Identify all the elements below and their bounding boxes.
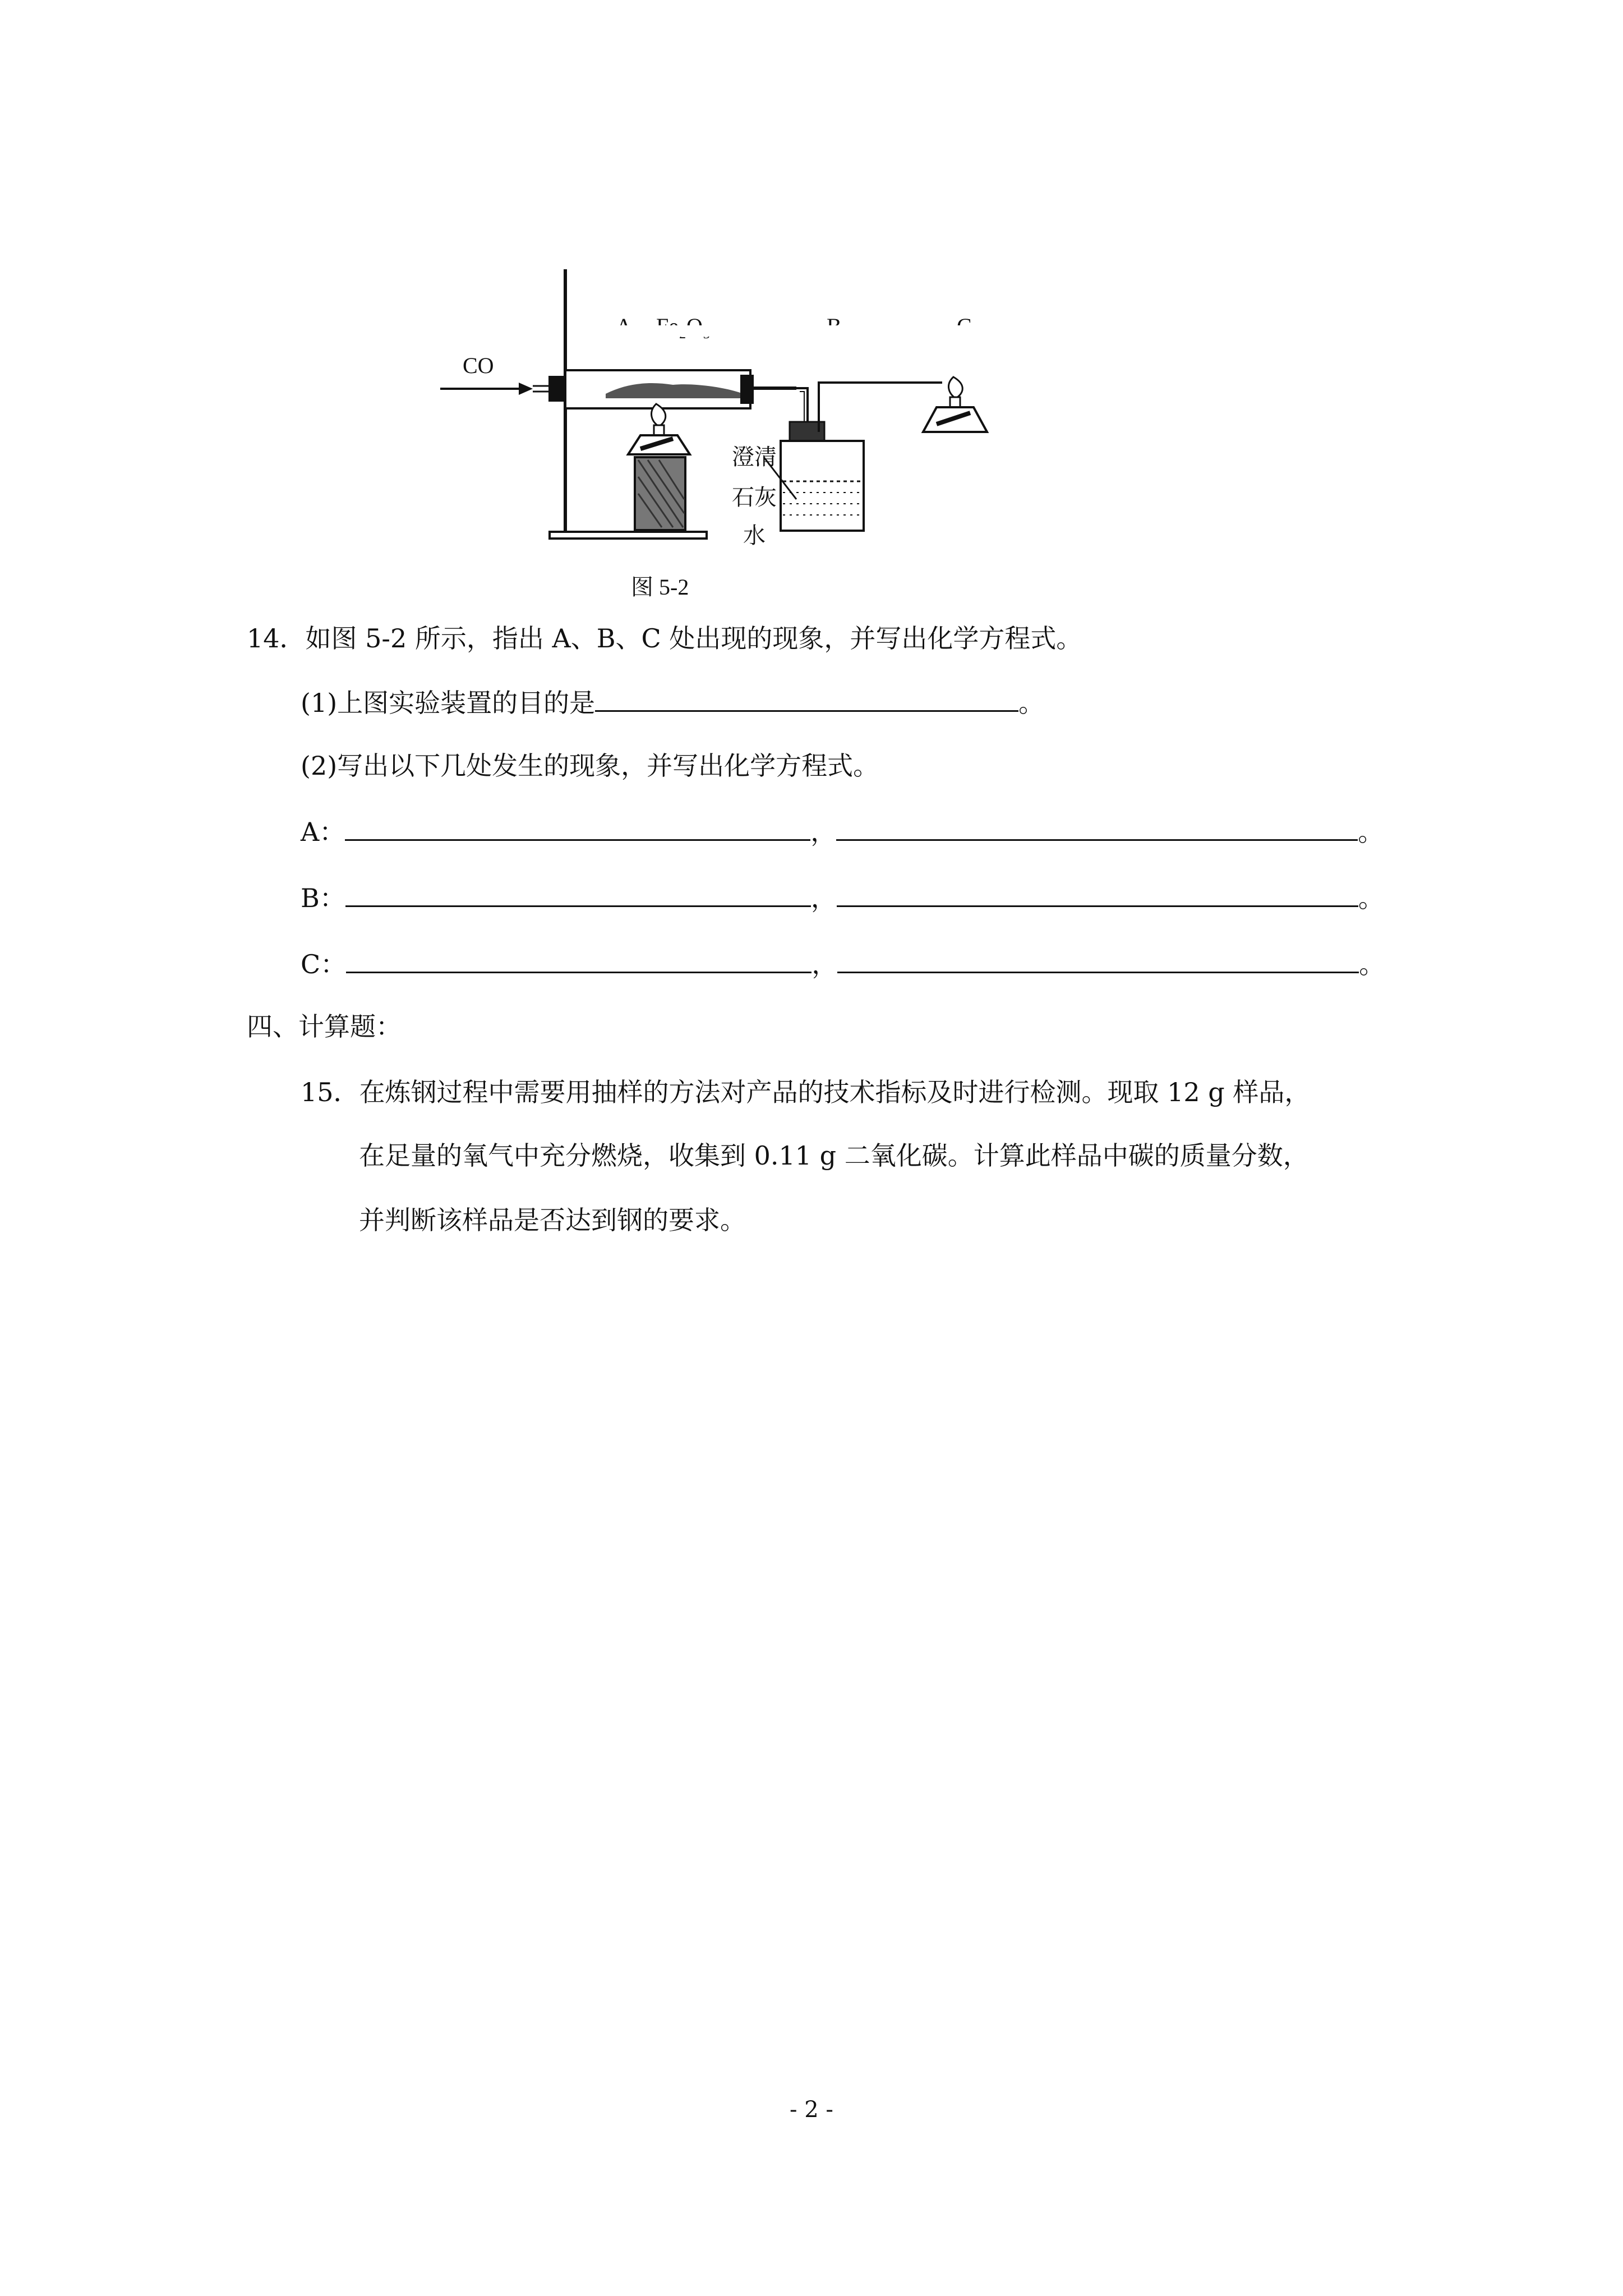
- figure-caption: 图 5-2: [631, 574, 689, 600]
- limewater-label-3: 水: [743, 523, 766, 548]
- row-sep: ，: [810, 883, 837, 913]
- row-sep: ，: [810, 817, 837, 847]
- section-4-title: 四、计算题：: [247, 1011, 402, 1042]
- q15-line-2: 在足量的氧气中充分燃烧，收集到 0.11 g 二氧化碳。计算此样品中碳的质量分数，: [359, 1140, 1309, 1171]
- q14-sub2: (2)写出以下几处发生的现象，并写出化学方程式。: [301, 751, 879, 781]
- q14-row-c: [301, 947, 1385, 981]
- row-a-blank-1[interactable]: [345, 815, 810, 841]
- stand-base: [550, 532, 707, 539]
- alcohol-burner-a: [628, 404, 690, 454]
- row-c-blank-1[interactable]: [346, 947, 811, 973]
- row-sep: ，: [811, 949, 838, 979]
- q14-row-a: [301, 815, 1384, 849]
- q14-sub1-end: 。: [1018, 688, 1045, 718]
- row-c-blank-2[interactable]: [837, 947, 1359, 973]
- q14-row-b: [301, 881, 1384, 915]
- row-label: A：: [301, 817, 345, 847]
- row-end: 。: [1359, 949, 1385, 979]
- alcohol-burner-c: [923, 377, 987, 432]
- left-stopper: [548, 376, 565, 402]
- q14-sub1: [301, 685, 1044, 720]
- limewater-bottle: [781, 422, 864, 531]
- limewater-label-1: 澄清: [732, 444, 777, 470]
- row-label: B：: [301, 883, 345, 913]
- apparatus-figure: [437, 264, 1009, 600]
- q15-line-1: 15．在炼钢过程中需要用抽样的方法对产品的技术指标及时进行检测。现取 12 g 样品，: [301, 1077, 1311, 1107]
- q15-line-3: 并判断该样品是否达到钢的要求。: [359, 1205, 746, 1235]
- row-a-blank-2[interactable]: [836, 815, 1358, 841]
- row-b-blank-2[interactable]: [837, 881, 1358, 907]
- limewater-label-2: 石灰: [732, 485, 777, 510]
- row-end: 。: [1358, 883, 1384, 913]
- apparatus-diagram: [437, 264, 1009, 600]
- right-stopper: [740, 375, 754, 404]
- q14-stem: 14．如图 5-2 所示，指出 A、B、C 处出现的现象，并写出化学方程式。: [247, 623, 1082, 654]
- row-label: C：: [301, 949, 347, 979]
- q14-sub1-blank[interactable]: [595, 685, 1018, 712]
- q14-sub1-prefix: (1)上图实验装置的目的是: [301, 688, 596, 718]
- page-number: - 2 -: [790, 2097, 833, 2123]
- co-label: CO: [463, 353, 494, 378]
- row-b-blank-1[interactable]: [345, 881, 811, 907]
- row-end: 。: [1358, 817, 1384, 847]
